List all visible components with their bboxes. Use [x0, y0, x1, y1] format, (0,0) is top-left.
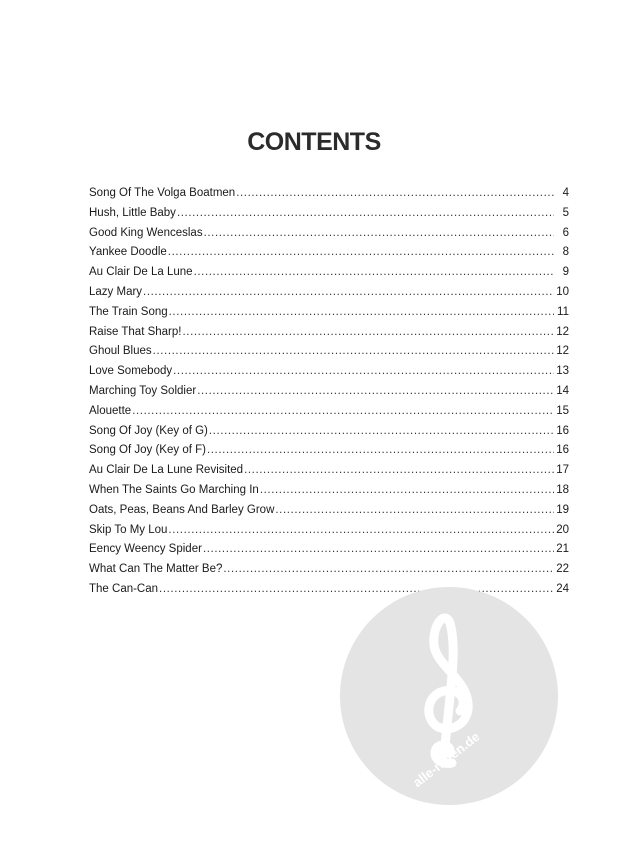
- toc-entry: [89, 283, 569, 303]
- toc-entry-title: Oats, Peas, Beans And Barley Grow: [89, 503, 275, 516]
- toc-entry-title: Yankee Doodle: [89, 246, 167, 259]
- toc-entry: [89, 224, 569, 244]
- toc-dot-leader: [275, 501, 554, 521]
- toc-entry: [89, 204, 569, 224]
- toc-entry-page-number: 14: [556, 384, 569, 397]
- toc-entry: [89, 323, 569, 343]
- toc-entry: [89, 521, 569, 541]
- toc-entry-title: Hush, Little Baby: [89, 206, 176, 219]
- toc-entry-page-number: 8: [562, 246, 569, 259]
- toc-dot-leader: [153, 342, 554, 362]
- toc-entry: [89, 362, 569, 382]
- toc-entry: [89, 441, 569, 461]
- toc-entry-page-number: 21: [556, 543, 569, 556]
- toc-entry-title: Lazy Mary: [89, 285, 143, 298]
- toc-dot-leader: [244, 461, 554, 481]
- toc-dot-leader: [207, 441, 554, 461]
- toc-dot-leader: [168, 243, 554, 263]
- watermark-text: alle-noten.de: [410, 728, 483, 791]
- toc-dot-leader: [169, 303, 554, 323]
- watermark-logo: [340, 587, 558, 805]
- toc-entry-page-number: 24: [556, 582, 569, 595]
- toc-entry: [89, 402, 569, 422]
- toc-entry: [89, 481, 569, 501]
- toc-entry-title: Raise That Sharp!: [89, 325, 182, 338]
- toc-dot-leader: [260, 481, 554, 501]
- table-of-contents: [89, 184, 569, 600]
- page-title: CONTENTS: [247, 128, 381, 156]
- toc-dot-leader: [204, 224, 554, 244]
- toc-entry-title: When The Saints Go Marching In: [89, 483, 259, 496]
- toc-entry-title: Alouette: [89, 404, 132, 417]
- toc-entry: [89, 342, 569, 362]
- toc-entry-title: What Can The Matter Be?: [89, 563, 223, 576]
- toc-entry-page-number: 20: [556, 523, 569, 536]
- toc-dot-leader: [173, 362, 554, 382]
- toc-entry-title: Marching Toy Soldier: [89, 384, 197, 397]
- toc-entry-title: Skip To My Lou: [89, 523, 168, 536]
- toc-entry-page-number: 12: [556, 325, 569, 338]
- toc-entry: [89, 243, 569, 263]
- toc-entry: [89, 382, 569, 402]
- toc-entry-page-number: 16: [556, 424, 569, 437]
- toc-entry-page-number: 15: [556, 404, 569, 417]
- toc-entry-page-number: 5: [562, 206, 569, 219]
- toc-dot-leader: [132, 402, 554, 422]
- toc-entry-page-number: 12: [556, 345, 569, 358]
- toc-dot-leader: [236, 184, 554, 204]
- toc-entry-page-number: 19: [556, 503, 569, 516]
- toc-dot-leader: [143, 283, 554, 303]
- toc-entry-page-number: 11: [557, 305, 569, 318]
- toc-entry-page-number: 10: [556, 285, 569, 298]
- toc-dot-leader: [209, 422, 554, 442]
- toc-entry: [89, 501, 569, 521]
- toc-entry-page-number: 6: [562, 226, 569, 239]
- toc-dot-leader: [168, 521, 554, 541]
- toc-entry: [89, 263, 569, 283]
- toc-entry-page-number: 4: [562, 187, 569, 199]
- toc-entry: [89, 560, 569, 580]
- toc-dot-leader: [197, 382, 554, 402]
- toc-entry-title: Ghoul Blues: [89, 345, 152, 358]
- toc-entry: [89, 461, 569, 481]
- toc-entry-title: Love Somebody: [89, 365, 173, 378]
- toc-entry-page-number: 17: [556, 464, 569, 477]
- toc-entry-title: Song Of Joy (Key of F): [89, 444, 206, 457]
- toc-entry-title: Eency Weency Spider: [89, 543, 202, 556]
- toc-entry: [89, 303, 569, 323]
- toc-entry-title: The Train Song: [89, 305, 168, 318]
- toc-entry-title: Song Of The Volga Boatmen: [89, 187, 236, 199]
- toc-entry-title: Good King Wenceslas: [89, 226, 203, 239]
- toc-entry: [89, 422, 569, 442]
- toc-entry-title: Song Of Joy (Key of G): [89, 424, 208, 437]
- toc-entry-page-number: 9: [562, 266, 569, 279]
- toc-entry-title: Au Clair De La Lune: [89, 266, 193, 279]
- toc-dot-leader: [223, 560, 554, 580]
- toc-entry-title: Au Clair De La Lune Revisited: [89, 464, 244, 477]
- toc-entry: [89, 540, 569, 560]
- toc-dot-leader: [194, 263, 554, 283]
- toc-entry-page-number: 22: [556, 563, 569, 576]
- toc-entry-page-number: 18: [556, 483, 569, 496]
- toc-entry-title: The Can-Can: [89, 582, 159, 595]
- toc-entry-page-number: 13: [556, 365, 569, 378]
- toc-entry-page-number: 16: [556, 444, 569, 457]
- toc-dot-leader: [182, 323, 554, 343]
- toc-dot-leader: [177, 204, 554, 224]
- toc-entry: [89, 184, 569, 204]
- toc-dot-leader: [203, 540, 554, 560]
